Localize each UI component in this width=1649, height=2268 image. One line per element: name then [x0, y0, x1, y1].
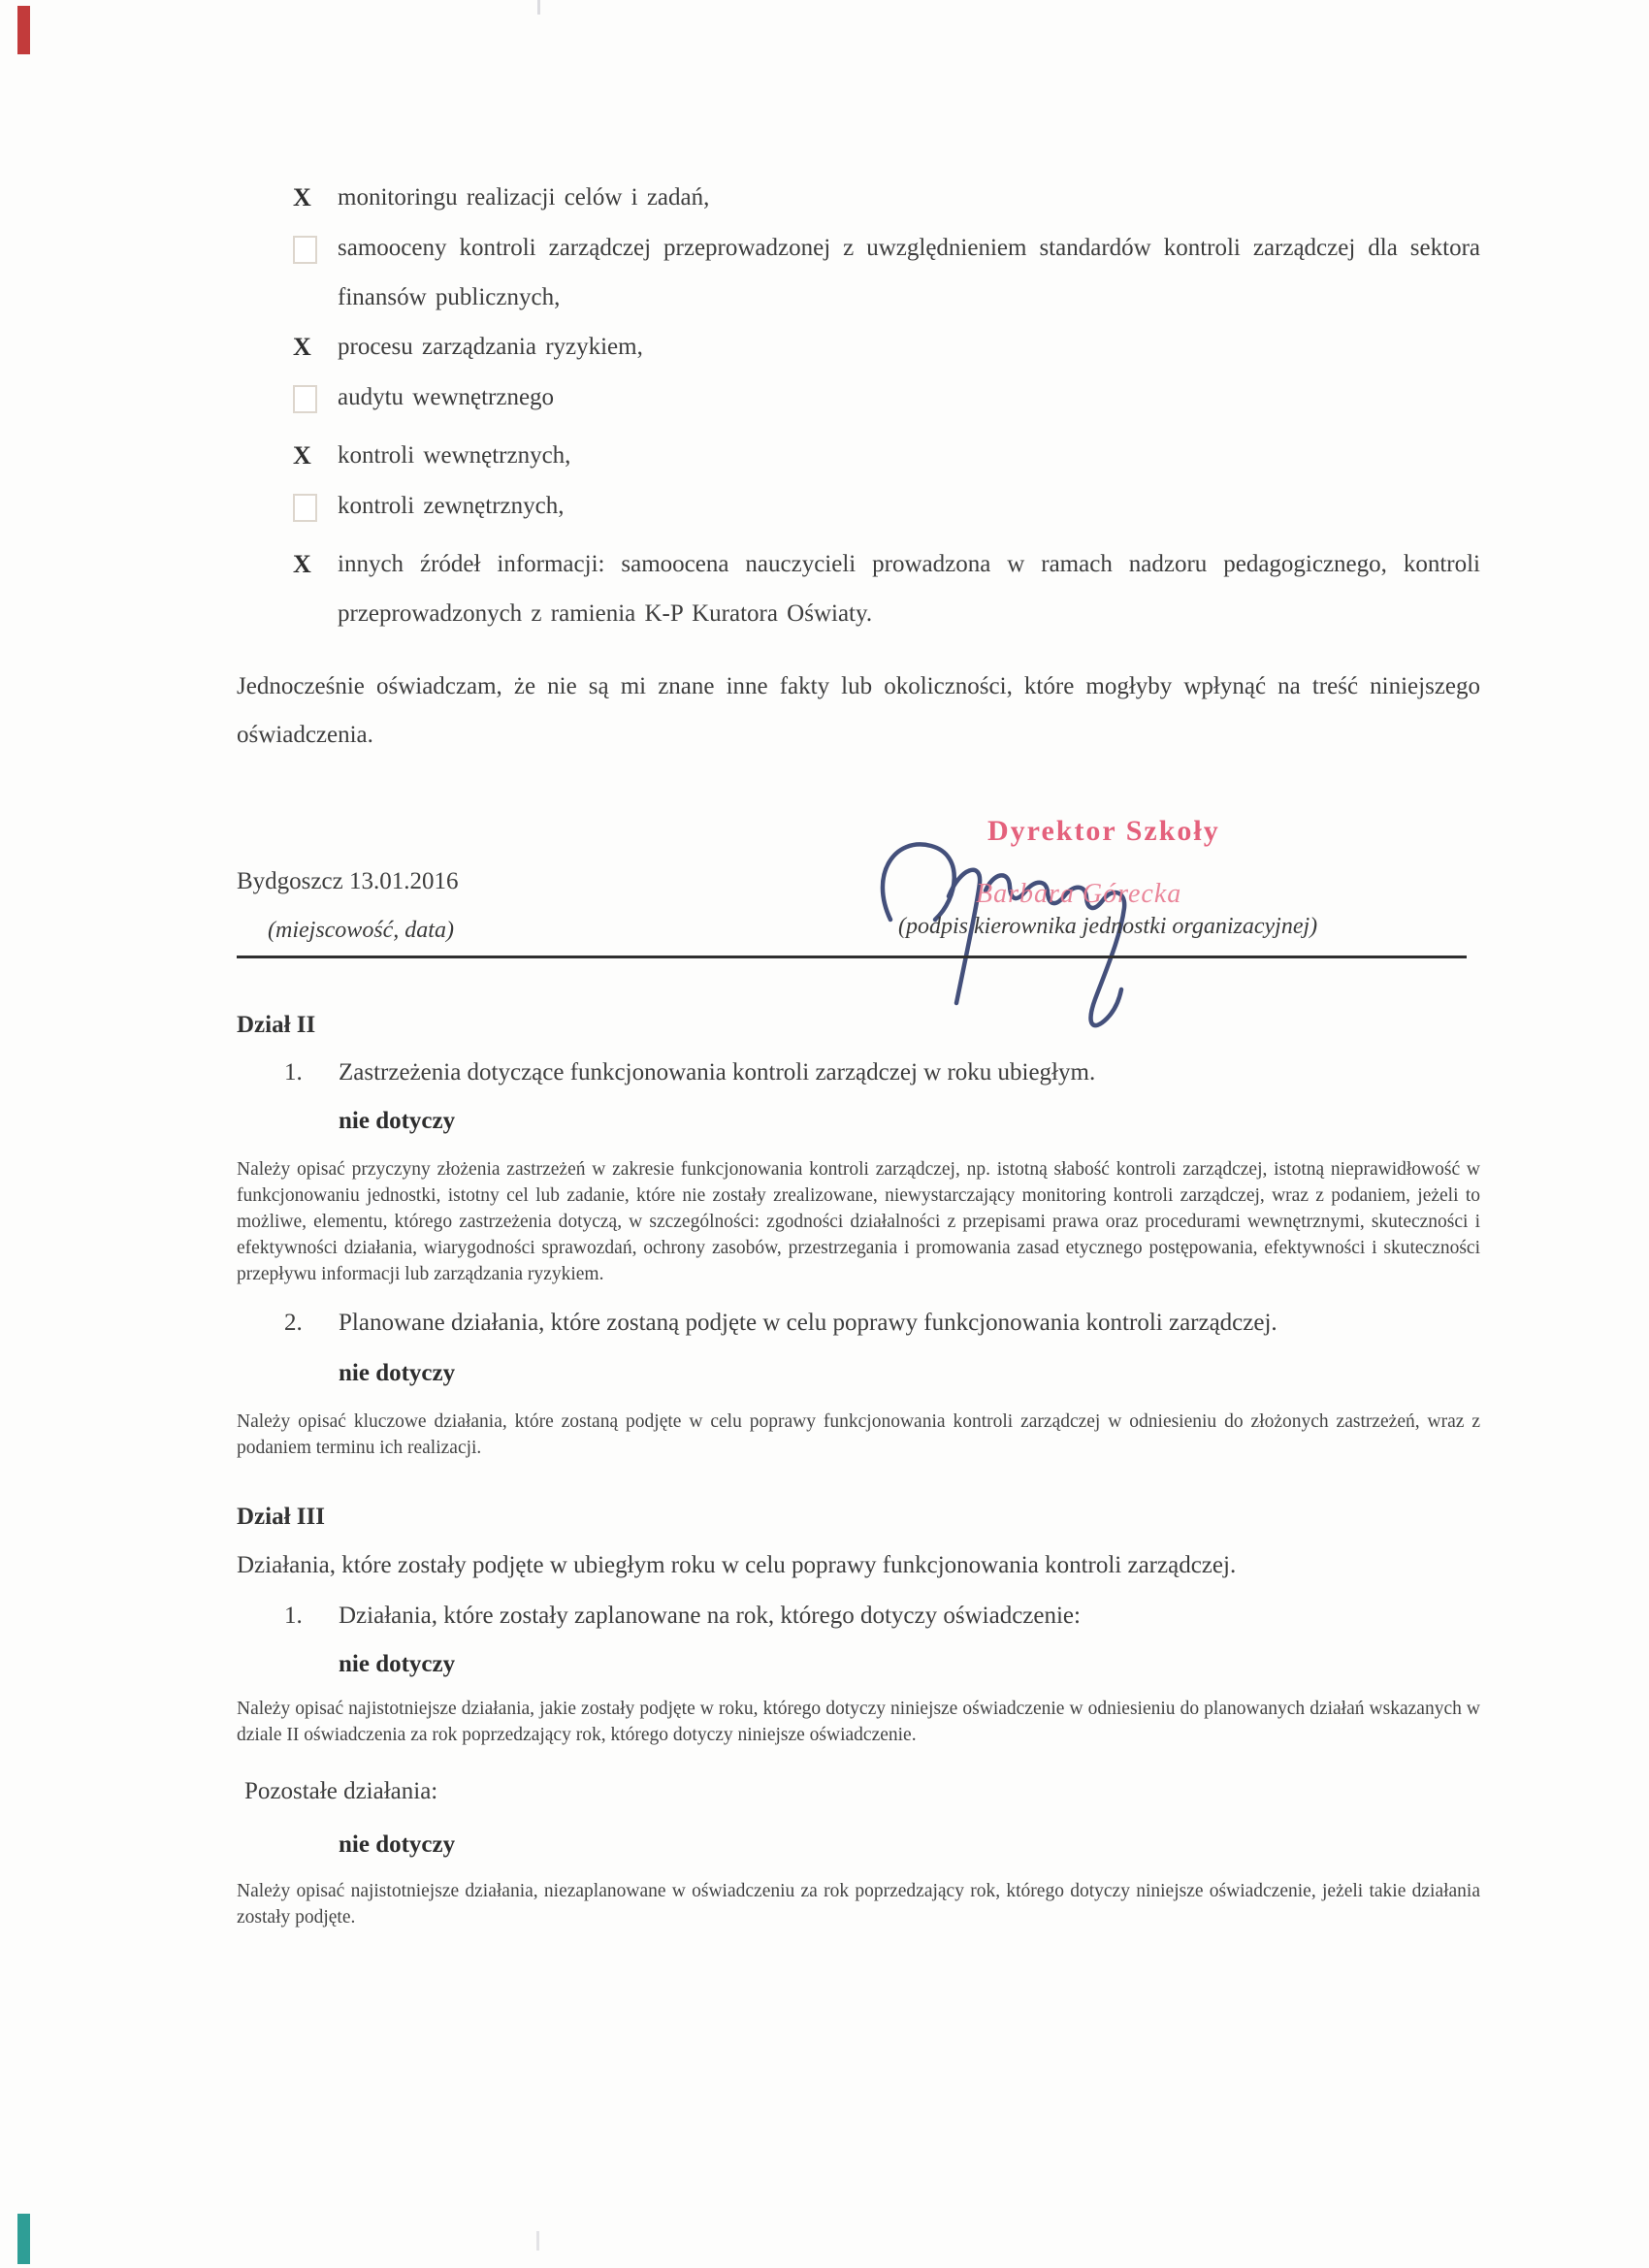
checked-x-icon: X	[293, 333, 311, 361]
checklist-item	[237, 373, 1480, 431]
checkbox-cell	[237, 373, 338, 431]
section-2-item-1-note: Należy opisać przyczyny złożenia zastrzeżeń w zakresie funkcjonowania kontroli zarządczej, np. istotną słabość kontroli zarządczej, istotną nieprawidłowość w funkcjonowaniu jednostki, istotny cel lub zadanie, które nie zostały zrealizowane, niewystarczający monitoring kontroli zarządczej, wraz z podaniem, jeżeli to możliwe, elementu, którego zastrzeżenia dotyczą, w szczególności: zgodności działalności z przepisami prawa oraz procedurami wewnętrznymi, skuteczności i efektywności działania, wiarygodności sprawozdań, ochrony zasobów, przestrzegania i promowania zasad etycznego postępowania, efektywności i skuteczności przepływu informacji lub zarządzania ryzykiem.	[237, 1159, 1480, 1284]
empty-checkbox-icon	[293, 494, 317, 522]
stamp-signer-name: Barbara Górecka	[976, 879, 1182, 909]
checklist-item	[237, 431, 1480, 481]
item-number: 1.	[284, 1059, 303, 1085]
section-2-item-2-answer: nie dotyczy	[339, 1360, 456, 1386]
empty-checkbox-icon	[293, 236, 317, 264]
place-date-caption: (miejscowość, data)	[268, 918, 454, 943]
item-text: Działania, które zostały zaplanowane na rok, którego dotyczy oświadczenie:	[339, 1603, 1081, 1629]
section-2-item-2-note: Należy opisać kluczowe działania, które zostaną podjęte w celu poprawy funkcjonowania kontroli zarządczej w odniesieniu do złożonych zastrzeżeń, wraz z podaniem terminu ich realizacji.	[237, 1411, 1480, 1458]
section-2-item-1	[284, 1059, 1480, 1086]
checklist-item-label: kontroli zewnętrznych,	[338, 493, 565, 519]
section-2-heading: Dział II	[237, 1012, 316, 1038]
signature-caption: (podpis kierownika jednostki organizacyjnej)	[898, 914, 1318, 939]
section-3-intro: Działania, które zostały podjęte w ubiegłym roku w celu poprawy funkcjonowania kontroli zarządczej.	[237, 1552, 1237, 1578]
horizontal-divider	[237, 956, 1467, 958]
checked-x-icon: X	[293, 183, 311, 211]
checked-x-icon: X	[293, 441, 311, 470]
checklist-item-label: innych źródeł informacji: samoocena nauczycieli prowadzona w ramach nadzoru pedagogicznego, kontroli przeprowadzonych z ramienia K-P Kuratora Oświaty.	[338, 551, 1480, 627]
place-and-date: Bydgoszcz 13.01.2016	[237, 868, 459, 894]
item-number: 1.	[284, 1603, 303, 1629]
section-2-item-1-answer: nie dotyczy	[339, 1108, 456, 1134]
bottom-edge-scan-tick	[536, 2231, 539, 2251]
teal-edge-scan-mark	[17, 2214, 30, 2264]
checklist-item-label: samooceny kontroli zarządczej przeprowadzonej z uwzględnieniem standardów kontroli zarządczej dla sektora finansów publicznych,	[338, 235, 1480, 310]
other-actions-answer: nie dotyczy	[339, 1831, 456, 1858]
checkbox-cell	[237, 223, 338, 281]
checkbox-cell	[237, 539, 338, 590]
information-sources-checklist	[237, 173, 1480, 638]
checklist-item	[237, 223, 1480, 322]
stamp-title-dyrektor-szkoly: Dyrektor Szkoły	[987, 815, 1220, 847]
section-2-item-2	[284, 1310, 1480, 1337]
top-edge-scan-tick	[537, 0, 540, 15]
empty-checkbox-icon	[293, 385, 317, 413]
section-3-item-1-answer: nie dotyczy	[339, 1651, 456, 1677]
checklist-item-label: procesu zarządzania ryzykiem,	[338, 334, 643, 360]
other-actions-note: Należy opisać najistotniejsze działania, niezaplanowane w oświadczeniu za rok poprzedzający rok, którego dotyczy niniejsze oświadczenie, jeżeli takie działania zostały podjęte.	[237, 1881, 1480, 1928]
checkbox-cell	[237, 481, 338, 539]
checklist-item	[237, 322, 1480, 373]
section-3-item-1	[284, 1603, 1480, 1630]
item-text: Zastrzeżenia dotyczące funkcjonowania kontroli zarządczej w roku ubiegłym.	[339, 1059, 1096, 1085]
checkbox-cell	[237, 322, 338, 373]
section-3-item-1-note: Należy opisać najistotniejsze działania, jakie zostały podjęte w roku, którego dotyczy niniejsze oświadczenie w odniesieniu do planowanych działań wskazanych w dziale II oświadczenia za rok poprzedzający rok, którego dotyczy niniejsze oświadczenie.	[237, 1699, 1480, 1745]
red-edge-scan-mark	[17, 6, 30, 54]
checklist-item-label: monitoringu realizacji celów i zadań,	[338, 184, 710, 211]
item-number: 2.	[284, 1310, 303, 1336]
checklist-item	[237, 481, 1480, 539]
closing-declaration-paragraph: Jednocześnie oświadczam, że nie są mi znane inne fakty lub okoliczności, które mogłyby wpłynąć na treść niniejszego oświadczenia.	[237, 673, 1480, 748]
checkbox-cell	[237, 431, 338, 481]
other-actions-heading: Pozostałe działania:	[244, 1778, 438, 1804]
checklist-item	[237, 173, 1480, 223]
checked-x-icon: X	[293, 550, 311, 578]
checklist-item-label: kontroli wewnętrznych,	[338, 442, 571, 469]
section-3-heading: Dział III	[237, 1504, 325, 1530]
checklist-item-label: audytu wewnętrznego	[338, 384, 555, 410]
checklist-item	[237, 539, 1480, 638]
item-text: Planowane działania, które zostaną podjęte w celu poprawy funkcjonowania kontroli zarządczej.	[339, 1310, 1277, 1336]
checkbox-cell	[237, 173, 338, 223]
